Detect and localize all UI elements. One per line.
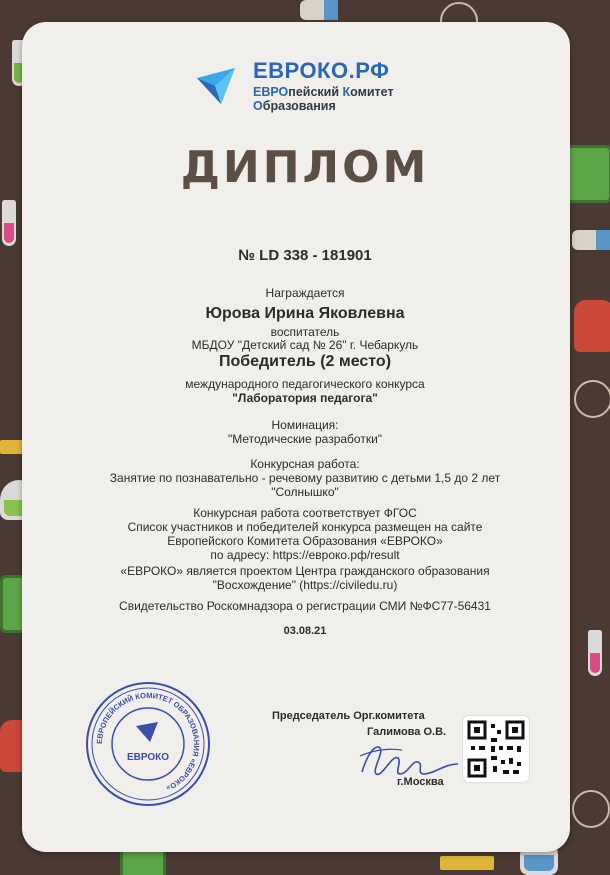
logo-title: ЕВРОКО.РФ: [253, 58, 390, 83]
info-line-1: Конкурсная работа соответствует ФГОС: [193, 506, 417, 520]
recipient-name: Юрова Ирина Яковлевна: [205, 305, 405, 322]
pencil-icon: [440, 856, 494, 870]
eraser-icon: [300, 0, 338, 20]
stamp-ring-text: ЕВРОПЕЙСКИЙ КОМИТЕТ ОБРАЗОВАНИЯ «ЕВРОКО»: [94, 690, 202, 793]
contest-name: "Лаборатория педагога": [232, 391, 378, 405]
qr-code: [463, 716, 529, 782]
info-line-3: Европейского Комитета Образования «ЕВРОКО»: [167, 534, 443, 548]
info-line-4: по адресу: https://евроко.рф/result: [210, 548, 400, 562]
recipient-position: воспитатель: [270, 325, 340, 339]
diploma-date: 03.08.21: [283, 625, 327, 637]
chair-title: Председатель Орг.комитета: [272, 710, 425, 722]
recipient-organization: МБДОУ "Детский сад № 26" г. Чебаркуль: [191, 338, 419, 352]
test-tube-icon: [2, 200, 16, 246]
work-title-line-1: Занятие по познавательно - речевому развитию с детьми 1,5 до 2 лет: [109, 471, 501, 485]
award-place: Победитель (2 место): [218, 353, 392, 370]
diploma-title: ДИПЛОМ: [180, 142, 430, 193]
atom-icon: [572, 790, 610, 828]
contest-type: международного педагогического конкурса: [185, 377, 425, 391]
nomination-value: "Методические разработки": [227, 432, 383, 446]
registration-line: Свидетельство Роскомнадзора о регистрации СМИ №ФС77-56431: [119, 599, 491, 613]
signature-city: г.Москва: [397, 776, 444, 788]
awarded-label: Награждается: [265, 286, 345, 300]
stamp-center-text: ЕВРОКО: [126, 752, 170, 763]
stamp-logo-icon: [136, 722, 158, 742]
diploma-number: № LD 338 - 181901: [238, 247, 372, 264]
official-stamp: [84, 680, 212, 808]
info-line-6: "Восхождение" (https://civiledu.ru): [212, 578, 398, 592]
work-title-line-2: "Солнышко": [271, 485, 339, 499]
work-label: Конкурсная работа:: [250, 457, 360, 471]
nomination-label: Номинация:: [271, 418, 339, 432]
info-line-5: «ЕВРОКО» является проектом Центра гражданского образования: [120, 564, 490, 578]
info-line-2: Список участников и победителей конкурса размещен на сайте: [127, 520, 483, 534]
logo-subtitle: ЕВРОпейский Комитет Образования: [253, 85, 394, 113]
chair-name: Галимова О.В.: [367, 726, 447, 738]
evroko-logo-icon: [191, 64, 237, 108]
svg-text:ЕВРОПЕЙСКИЙ КОМИТЕТ ОБРАЗОВАНИ: [95, 691, 201, 793]
